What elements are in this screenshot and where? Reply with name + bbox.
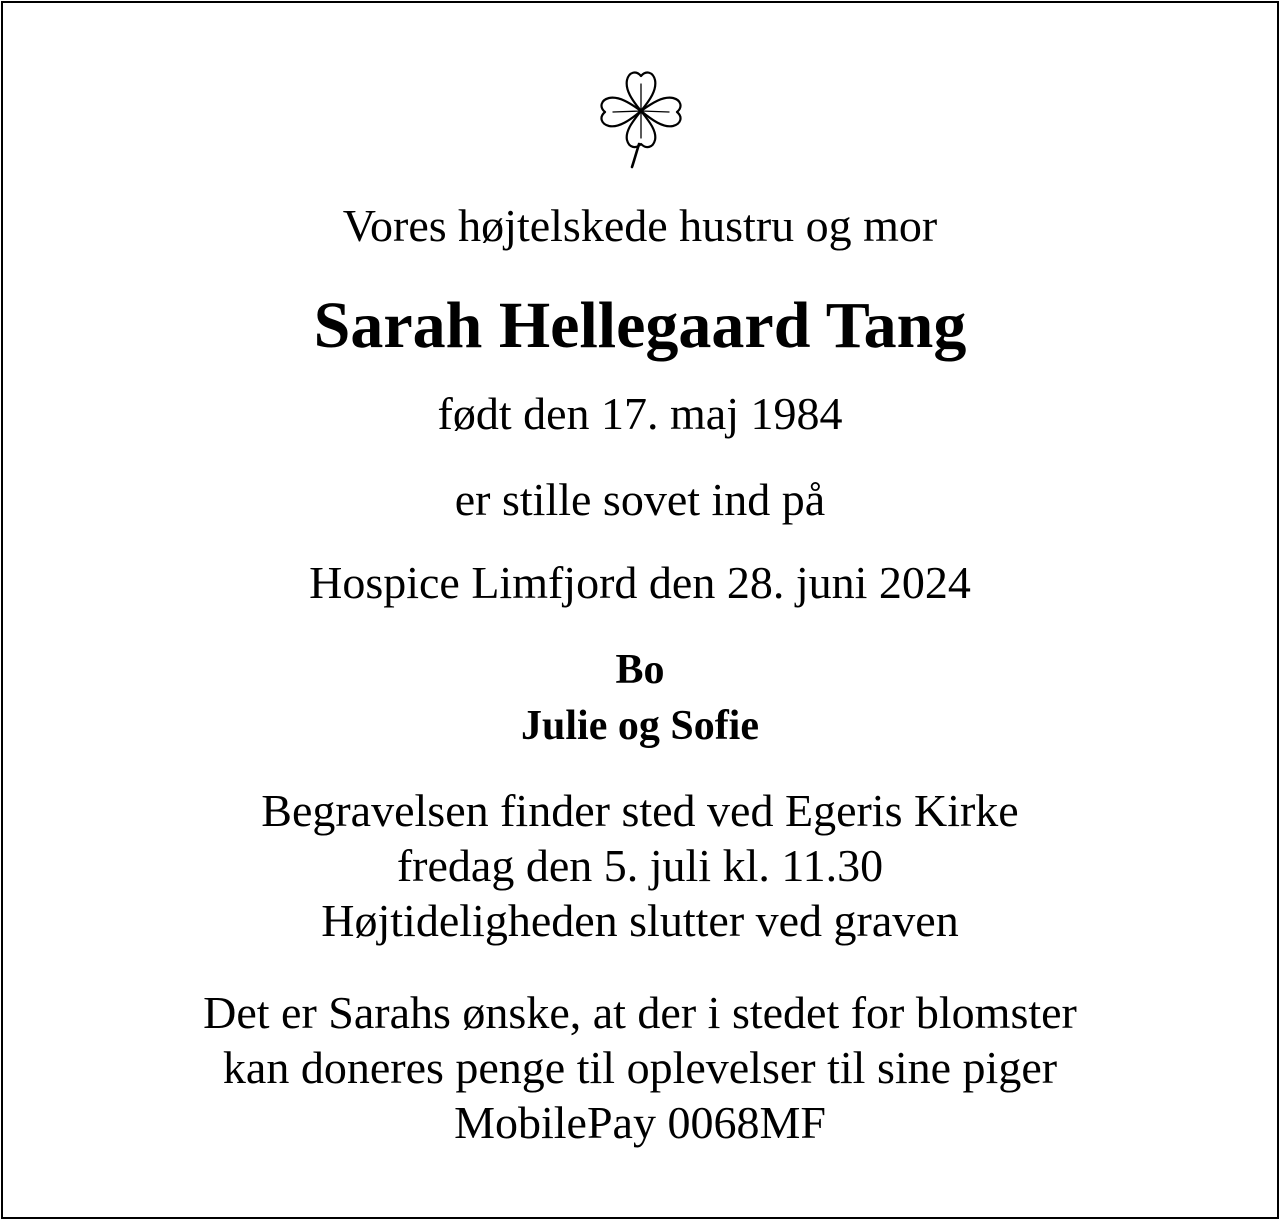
intro-text: Vores højtelskede hustru og mor bbox=[342, 200, 938, 251]
donation-wish bbox=[0, 985, 1280, 1150]
birth-date-line: født den 17. maj 1984 bbox=[437, 388, 843, 439]
deceased-name: Sarah Hellegaard Tang bbox=[313, 289, 967, 362]
four-leaf-clover-icon bbox=[592, 62, 690, 170]
wish-line-1: Det er Sarahs ønske, at der i stedet for blomster bbox=[203, 987, 1077, 1038]
funeral-line-3: Højtideligheden slutter ved graven bbox=[321, 895, 959, 946]
passing-line-2: Hospice Limfjord den 28. juni 2024 bbox=[309, 557, 971, 608]
wish-line-2: kan doneres penge til oplevelser til sine piger bbox=[222, 1042, 1058, 1093]
wish-line-3: MobilePay 0068MF bbox=[454, 1097, 826, 1148]
family-name-1: Bo bbox=[615, 647, 665, 693]
funeral-line-1: Begravelsen finder sted ved Egeris Kirke bbox=[261, 785, 1019, 836]
funeral-line-2: fredag den 5. juli kl. 11.30 bbox=[396, 840, 884, 891]
family-name-2: Julie og Sofie bbox=[521, 703, 759, 749]
funeral-info bbox=[0, 783, 1280, 948]
passing-line-1: er stille sovet ind på bbox=[454, 474, 826, 525]
